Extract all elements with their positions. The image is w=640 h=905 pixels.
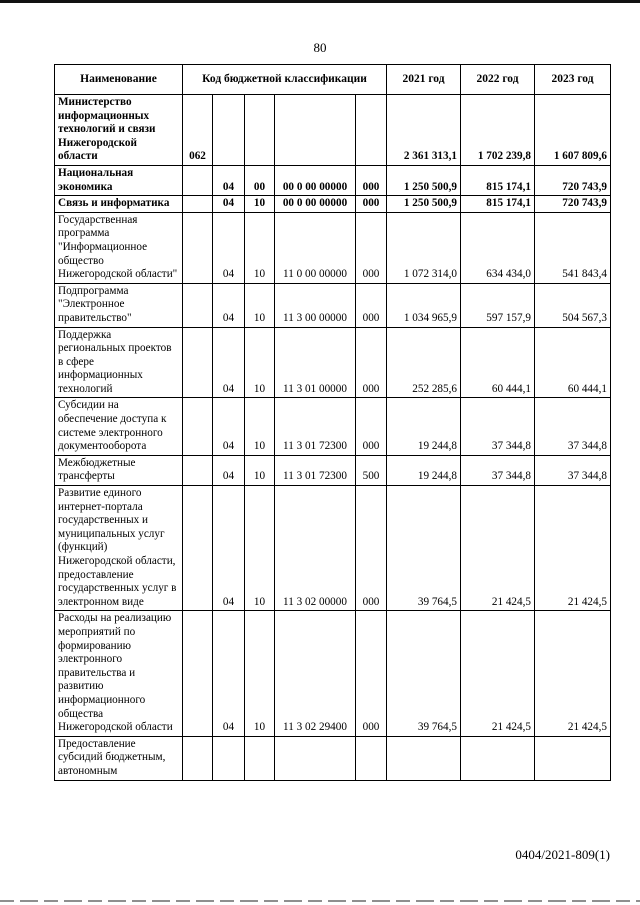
table-cell-target-article	[275, 736, 356, 780]
table-cell-2022: 21 424,5	[461, 611, 535, 736]
table-cell-expense-type: 000	[356, 611, 387, 736]
table-cell-2023: 60 444,1	[535, 327, 611, 398]
table-cell-name: Расходы на реализацию мероприятий по формированию электронного правительства и развитию информационного общества Нижегородской области	[55, 611, 183, 736]
table-cell-2023: 541 843,4	[535, 212, 611, 283]
table-cell-section	[213, 736, 245, 780]
table-cell-2022: 60 444,1	[461, 327, 535, 398]
top-rule	[0, 0, 640, 3]
table-cell-subsection: 10	[245, 327, 275, 398]
table-cell-expense-type: 000	[356, 165, 387, 195]
table-cell-subsection: 00	[245, 165, 275, 195]
header-2023: 2023 год	[535, 65, 611, 95]
table-row	[55, 165, 611, 195]
table-cell-ministry-code	[183, 486, 213, 611]
table-cell-2023: 504 567,3	[535, 283, 611, 327]
table-cell-section: 04	[213, 398, 245, 455]
table-cell-2023: 720 743,9	[535, 165, 611, 195]
table-cell-target-article: 00 0 00 00000	[275, 196, 356, 213]
table-cell-section: 04	[213, 611, 245, 736]
table-cell-target-article: 11 3 01 72300	[275, 455, 356, 485]
table-row	[55, 736, 611, 780]
table-cell-2022: 21 424,5	[461, 486, 535, 611]
table-cell-name: Развитие единого интернет-портала государственных и муниципальных услуг (функций) Нижегородской области, предоставление государственных услуг в электронном виде	[55, 486, 183, 611]
table-cell-expense-type: 000	[356, 327, 387, 398]
page-number: 80	[313, 40, 327, 55]
table-cell-2021: 1 072 314,0	[387, 212, 461, 283]
table-cell-expense-type	[356, 736, 387, 780]
table-cell-2021	[387, 736, 461, 780]
table-row	[55, 611, 611, 736]
table-row	[55, 455, 611, 485]
table-row	[55, 327, 611, 398]
table-cell-2021: 39 764,5	[387, 486, 461, 611]
table-cell-ministry-code	[183, 212, 213, 283]
table-cell-subsection: 10	[245, 455, 275, 485]
table-cell-section: 04	[213, 165, 245, 195]
header-name: Наименование	[55, 65, 183, 95]
table-row	[55, 398, 611, 455]
table-cell-ministry-code	[183, 398, 213, 455]
table-cell-subsection	[245, 95, 275, 166]
table-cell-target-article	[275, 95, 356, 166]
table-cell-name: Министерство информационных технологий и связи Нижегородской области	[55, 95, 183, 166]
table-cell-2023: 21 424,5	[535, 486, 611, 611]
table-cell-name: Национальная экономика	[55, 165, 183, 195]
table-cell-ministry-code	[183, 165, 213, 195]
table-cell-name: Связь и информатика	[55, 196, 183, 213]
table-cell-ministry-code	[183, 196, 213, 213]
table-cell-subsection: 10	[245, 212, 275, 283]
table-cell-target-article: 00 0 00 00000	[275, 165, 356, 195]
table-cell-subsection: 10	[245, 196, 275, 213]
table-cell-expense-type: 000	[356, 398, 387, 455]
table-cell-2023	[535, 736, 611, 780]
table-cell-2022: 37 344,8	[461, 455, 535, 485]
table-row	[55, 196, 611, 213]
table-cell-target-article: 11 3 02 29400	[275, 611, 356, 736]
table-cell-target-article: 11 3 01 72300	[275, 398, 356, 455]
header-2022: 2022 год	[461, 65, 535, 95]
table-cell-ministry-code	[183, 327, 213, 398]
table-cell-expense-type	[356, 95, 387, 166]
table-row	[55, 486, 611, 611]
table-cell-2023: 720 743,9	[535, 196, 611, 213]
table-cell-2022: 815 174,1	[461, 196, 535, 213]
table-cell-expense-type: 000	[356, 486, 387, 611]
table-cell-2022	[461, 736, 535, 780]
table-cell-subsection: 10	[245, 398, 275, 455]
table-cell-section: 04	[213, 212, 245, 283]
table-cell-ministry-code	[183, 736, 213, 780]
table-row	[55, 95, 611, 166]
table-cell-target-article: 11 3 02 00000	[275, 486, 356, 611]
table-cell-2021: 1 034 965,9	[387, 283, 461, 327]
table-cell-target-article: 11 3 01 00000	[275, 327, 356, 398]
table-cell-2022: 597 157,9	[461, 283, 535, 327]
table-cell-2022: 815 174,1	[461, 165, 535, 195]
table-row	[55, 283, 611, 327]
scan-edge-artifact	[0, 900, 640, 902]
table-cell-2023: 37 344,8	[535, 398, 611, 455]
table-cell-name: Межбюджетные трансферты	[55, 455, 183, 485]
table-cell-name: Поддержка региональных проектов в сфере информационных технологий	[55, 327, 183, 398]
table-cell-2021: 2 361 313,1	[387, 95, 461, 166]
table-cell-section: 04	[213, 327, 245, 398]
table-cell-name: Подпрограмма "Электронное правительство"	[55, 283, 183, 327]
table-cell-ministry-code	[183, 283, 213, 327]
table-cell-2022: 37 344,8	[461, 398, 535, 455]
table-cell-expense-type: 000	[356, 283, 387, 327]
table-cell-2021: 252 285,6	[387, 327, 461, 398]
table-cell-ministry-code	[183, 455, 213, 485]
table-cell-subsection: 10	[245, 283, 275, 327]
table-cell-target-article: 11 0 00 00000	[275, 212, 356, 283]
table-cell-expense-type: 000	[356, 196, 387, 213]
budget-table	[54, 64, 611, 781]
table-cell-section: 04	[213, 455, 245, 485]
table-cell-section: 04	[213, 196, 245, 213]
table-cell-expense-type: 000	[356, 212, 387, 283]
table-cell-2021: 1 250 500,9	[387, 196, 461, 213]
table-cell-subsection: 10	[245, 611, 275, 736]
header-code: Код бюджетной классификации	[183, 65, 387, 95]
table-cell-section: 04	[213, 283, 245, 327]
table-cell-2021: 39 764,5	[387, 611, 461, 736]
table-row	[55, 212, 611, 283]
table-cell-2023: 21 424,5	[535, 611, 611, 736]
table-cell-2023: 37 344,8	[535, 455, 611, 485]
table-header-row	[55, 65, 611, 95]
table-cell-subsection: 10	[245, 486, 275, 611]
table-cell-2021: 19 244,8	[387, 398, 461, 455]
table-cell-2022: 1 702 239,8	[461, 95, 535, 166]
table-cell-ministry-code	[183, 611, 213, 736]
table-cell-name: Государственная программа "Информационное общество Нижегородской области"	[55, 212, 183, 283]
table-cell-name: Предоставление субсидий бюджетным, автономным	[55, 736, 183, 780]
table-cell-ministry-code: 062	[183, 95, 213, 166]
table-cell-expense-type: 500	[356, 455, 387, 485]
table-cell-target-article: 11 3 00 00000	[275, 283, 356, 327]
table-cell-2023: 1 607 809,6	[535, 95, 611, 166]
document-code: 0404/2021-809(1)	[515, 847, 610, 862]
table-cell-section: 04	[213, 486, 245, 611]
table-cell-2021: 19 244,8	[387, 455, 461, 485]
table-cell-name: Субсидии на обеспечение доступа к системе электронного документооборота	[55, 398, 183, 455]
header-2021: 2021 год	[387, 65, 461, 95]
table-cell-subsection	[245, 736, 275, 780]
table-cell-2021: 1 250 500,9	[387, 165, 461, 195]
table-cell-section	[213, 95, 245, 166]
table-cell-2022: 634 434,0	[461, 212, 535, 283]
